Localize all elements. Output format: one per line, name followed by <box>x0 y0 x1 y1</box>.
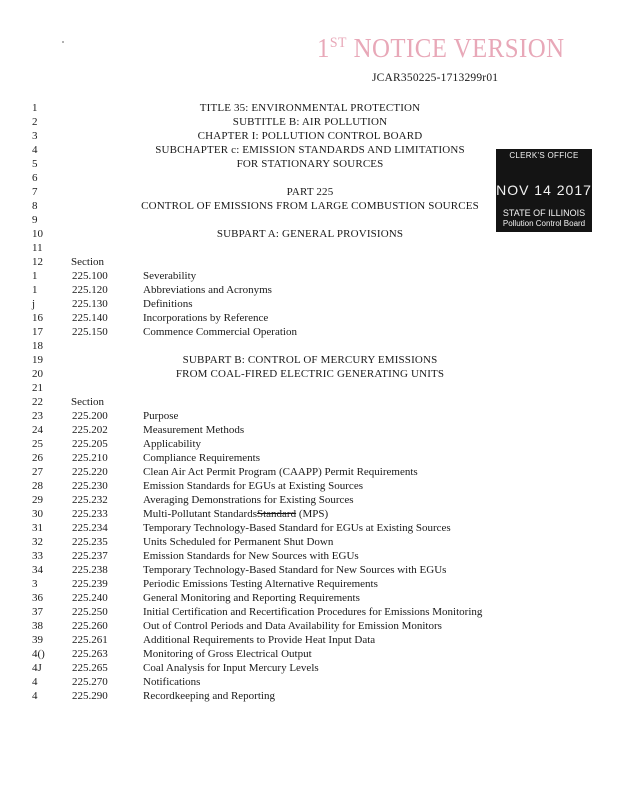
line-number: 32 <box>32 536 43 548</box>
line-number: 34 <box>32 564 43 576</box>
line-number: 28 <box>32 480 43 492</box>
line-number: 21 <box>32 382 43 394</box>
line-22 <box>0 395 618 409</box>
stamp-office: CLERK'S OFFICE <box>509 151 579 160</box>
section-title: Temporary Technology-Based Standard for EGUs at Existing Sources <box>143 522 451 534</box>
section-title: Compliance Requirements <box>143 452 260 464</box>
section-number: 225.260 <box>72 620 108 632</box>
section-title: Emission Standards for New Sources with EGUs <box>143 550 359 562</box>
line-18 <box>0 339 618 353</box>
subchapter-heading: SUBCHAPTER c: EMISSION STANDARDS AND LIMITATIONS <box>155 144 465 156</box>
section-row <box>0 311 618 325</box>
subpart-b-heading: SUBPART B: CONTROL OF MERCURY EMISSIONS <box>182 354 438 366</box>
line-number: 10 <box>32 228 43 240</box>
line-number: 4() <box>32 648 45 660</box>
line-number: 3 <box>32 578 38 590</box>
section-title: Measurement Methods <box>143 424 245 436</box>
subpart-a-heading: SUBPART A: GENERAL PROVISIONS <box>216 228 404 240</box>
section-row <box>0 661 618 675</box>
section-number: 225.130 <box>72 298 108 310</box>
line-10 <box>0 227 618 241</box>
line-number: 16 <box>32 312 43 324</box>
struck-text: Standard <box>256 508 297 520</box>
subchapter-heading-cont: FOR STATIONARY SOURCES <box>236 158 384 170</box>
section-number: 225.265 <box>72 662 108 674</box>
line-number: 33 <box>32 550 43 562</box>
section-number: 225.234 <box>72 522 108 534</box>
section-row <box>0 507 618 521</box>
line-number: 19 <box>32 354 43 366</box>
subtitle-heading: SUBTITLE B: AIR POLLUTION <box>232 116 388 128</box>
line-number: 37 <box>32 606 43 618</box>
section-number: 225.120 <box>72 284 108 296</box>
line-4 <box>0 143 618 157</box>
section-row <box>0 465 618 479</box>
line-number: 4 <box>32 144 38 156</box>
section-title: Severability <box>143 270 197 282</box>
line-number: 1 <box>32 102 38 114</box>
line-8 <box>0 199 618 213</box>
section-title: Abbreviations and Acronyms <box>143 284 272 296</box>
section-title-suffix: (MPS) <box>296 508 329 520</box>
section-row <box>0 269 618 283</box>
line-21 <box>0 381 618 395</box>
line-number: 22 <box>32 396 43 408</box>
part-heading: PART 225 <box>286 186 334 198</box>
section-row <box>0 675 618 689</box>
section-number: 225.202 <box>72 424 108 436</box>
section-row <box>0 423 618 437</box>
stamp-date: NOV 14 2017 <box>496 182 592 198</box>
section-row <box>0 633 618 647</box>
section-title: Monitoring of Gross Electrical Output <box>143 648 312 660</box>
section-row <box>0 283 618 297</box>
line-number: 29 <box>32 494 43 506</box>
scan-speck <box>62 41 64 43</box>
section-label: Section <box>71 256 104 268</box>
line-number: 39 <box>32 634 43 646</box>
section-number: 225.250 <box>72 606 108 618</box>
line-1 <box>0 101 618 115</box>
section-number: 225.140 <box>72 312 108 324</box>
line-number: 1 <box>32 284 38 296</box>
line-6 <box>0 171 618 185</box>
line-number: 12 <box>32 256 43 268</box>
notice-version-stamp: 1ST NOTICE VERSION <box>317 33 565 63</box>
section-number: 225.233 <box>72 508 108 520</box>
section-title: Units Scheduled for Permanent Shut Down <box>143 536 334 548</box>
line-number: 9 <box>32 214 38 226</box>
section-title: Incorporations by Reference <box>143 312 269 324</box>
line-number: 30 <box>32 508 43 520</box>
section-row <box>0 451 618 465</box>
line-number: 4 <box>32 690 38 702</box>
line-number: 38 <box>32 620 43 632</box>
part-title: CONTROL OF EMISSIONS FROM LARGE COMBUSTION SOURCES <box>141 200 479 212</box>
line-number: 23 <box>32 410 43 422</box>
section-row <box>0 409 618 423</box>
section-row <box>0 521 618 535</box>
line-11 <box>0 241 618 255</box>
line-7 <box>0 185 618 199</box>
section-title: Initial Certification and Recertification Procedures for Emissions Monitoring <box>143 606 483 618</box>
subpart-b-heading-cont: FROM COAL-FIRED ELECTRIC GENERATING UNITS <box>175 368 445 380</box>
section-title: Notifications <box>143 676 201 688</box>
section-number: 225.220 <box>72 466 108 478</box>
section-title: Definitions <box>143 298 193 310</box>
line-5 <box>0 157 618 171</box>
title-heading: TITLE 35: ENVIRONMENTAL PROTECTION <box>199 102 421 114</box>
section-number: 225.261 <box>72 634 108 646</box>
line-number: 4 <box>32 676 38 688</box>
section-row <box>0 689 618 703</box>
section-row <box>0 577 618 591</box>
section-title: Emission Standards for EGUs at Existing Sources <box>143 480 363 492</box>
section-label: Section <box>71 396 104 408</box>
section-row <box>0 549 618 563</box>
section-row <box>0 437 618 451</box>
section-row <box>0 591 618 605</box>
stamp-state: STATE OF ILLINOIS <box>502 208 586 218</box>
section-number: 225.100 <box>72 270 108 282</box>
line-number: 4J <box>32 662 42 674</box>
line-19 <box>0 353 618 367</box>
line-number: 20 <box>32 368 43 380</box>
line-12 <box>0 255 618 269</box>
line-number: 1 <box>32 270 38 282</box>
line-number: 36 <box>32 592 43 604</box>
section-title: Commence Commercial Operation <box>143 326 297 338</box>
section-title: Out of Control Periods and Data Availability for Emission Monitors <box>143 620 442 632</box>
section-row <box>0 479 618 493</box>
section-title: Applicability <box>143 438 202 450</box>
line-number: 27 <box>32 466 43 478</box>
section-title: Temporary Technology-Based Standard for New Sources with EGUs <box>143 564 447 576</box>
line-number: 6 <box>32 172 38 184</box>
line-2 <box>0 115 618 129</box>
section-number: 225.238 <box>72 564 108 576</box>
section-number: 225.205 <box>72 438 108 450</box>
section-row <box>0 619 618 633</box>
section-title: Purpose <box>143 410 179 422</box>
section-number: 225.232 <box>72 494 108 506</box>
section-number: 225.200 <box>72 410 108 422</box>
section-title: Clean Air Act Permit Program (CAAPP) Permit Requirements <box>143 466 418 478</box>
line-number: 5 <box>32 158 38 170</box>
chapter-heading: CHAPTER I: POLLUTION CONTROL BOARD <box>197 130 423 142</box>
section-number: 225.263 <box>72 648 108 660</box>
section-number: 225.270 <box>72 676 108 688</box>
line-number: 17 <box>32 326 43 338</box>
section-title: Averaging Demonstrations for Existing Sources <box>143 494 354 506</box>
section-number: 225.237 <box>72 550 108 562</box>
line-number: 3 <box>32 130 38 142</box>
line-number: j <box>32 298 36 310</box>
section-title <box>143 507 328 521</box>
line-number: 26 <box>32 452 43 464</box>
section-title: Periodic Emissions Testing Alternative Requirements <box>143 578 378 590</box>
line-number: 2 <box>32 116 38 128</box>
section-row <box>0 605 618 619</box>
section-title: General Monitoring and Reporting Requirements <box>143 592 360 604</box>
section-number: 225.230 <box>72 480 108 492</box>
line-number: 7 <box>32 186 38 198</box>
section-number: 225.239 <box>72 578 108 590</box>
line-number: 11 <box>32 242 43 254</box>
section-title-text: Multi-Pollutant Standards <box>143 508 257 520</box>
section-row <box>0 297 618 311</box>
section-title: Additional Requirements to Provide Heat Input Data <box>143 634 376 646</box>
section-row <box>0 647 618 661</box>
line-number: 24 <box>32 424 43 436</box>
section-number: 225.240 <box>72 592 108 604</box>
section-row <box>0 325 618 339</box>
section-number: 225.235 <box>72 536 108 548</box>
section-title: Coal Analysis for Input Mercury Levels <box>143 662 319 674</box>
line-number: 8 <box>32 200 38 212</box>
section-row <box>0 535 618 549</box>
stamp-board: Pollution Control Board <box>502 219 586 228</box>
section-row <box>0 563 618 577</box>
line-number: 18 <box>32 340 43 352</box>
document-id: JCAR350225-1713299r01 <box>372 72 499 84</box>
line-number: 31 <box>32 522 43 534</box>
section-title: Recordkeeping and Reporting <box>143 690 275 702</box>
line-20 <box>0 367 618 381</box>
section-number: 225.150 <box>72 326 108 338</box>
section-number: 225.290 <box>72 690 108 702</box>
section-row <box>0 493 618 507</box>
section-number: 225.210 <box>72 452 108 464</box>
line-3 <box>0 129 618 143</box>
line-9 <box>0 213 618 227</box>
line-number: 25 <box>32 438 43 450</box>
